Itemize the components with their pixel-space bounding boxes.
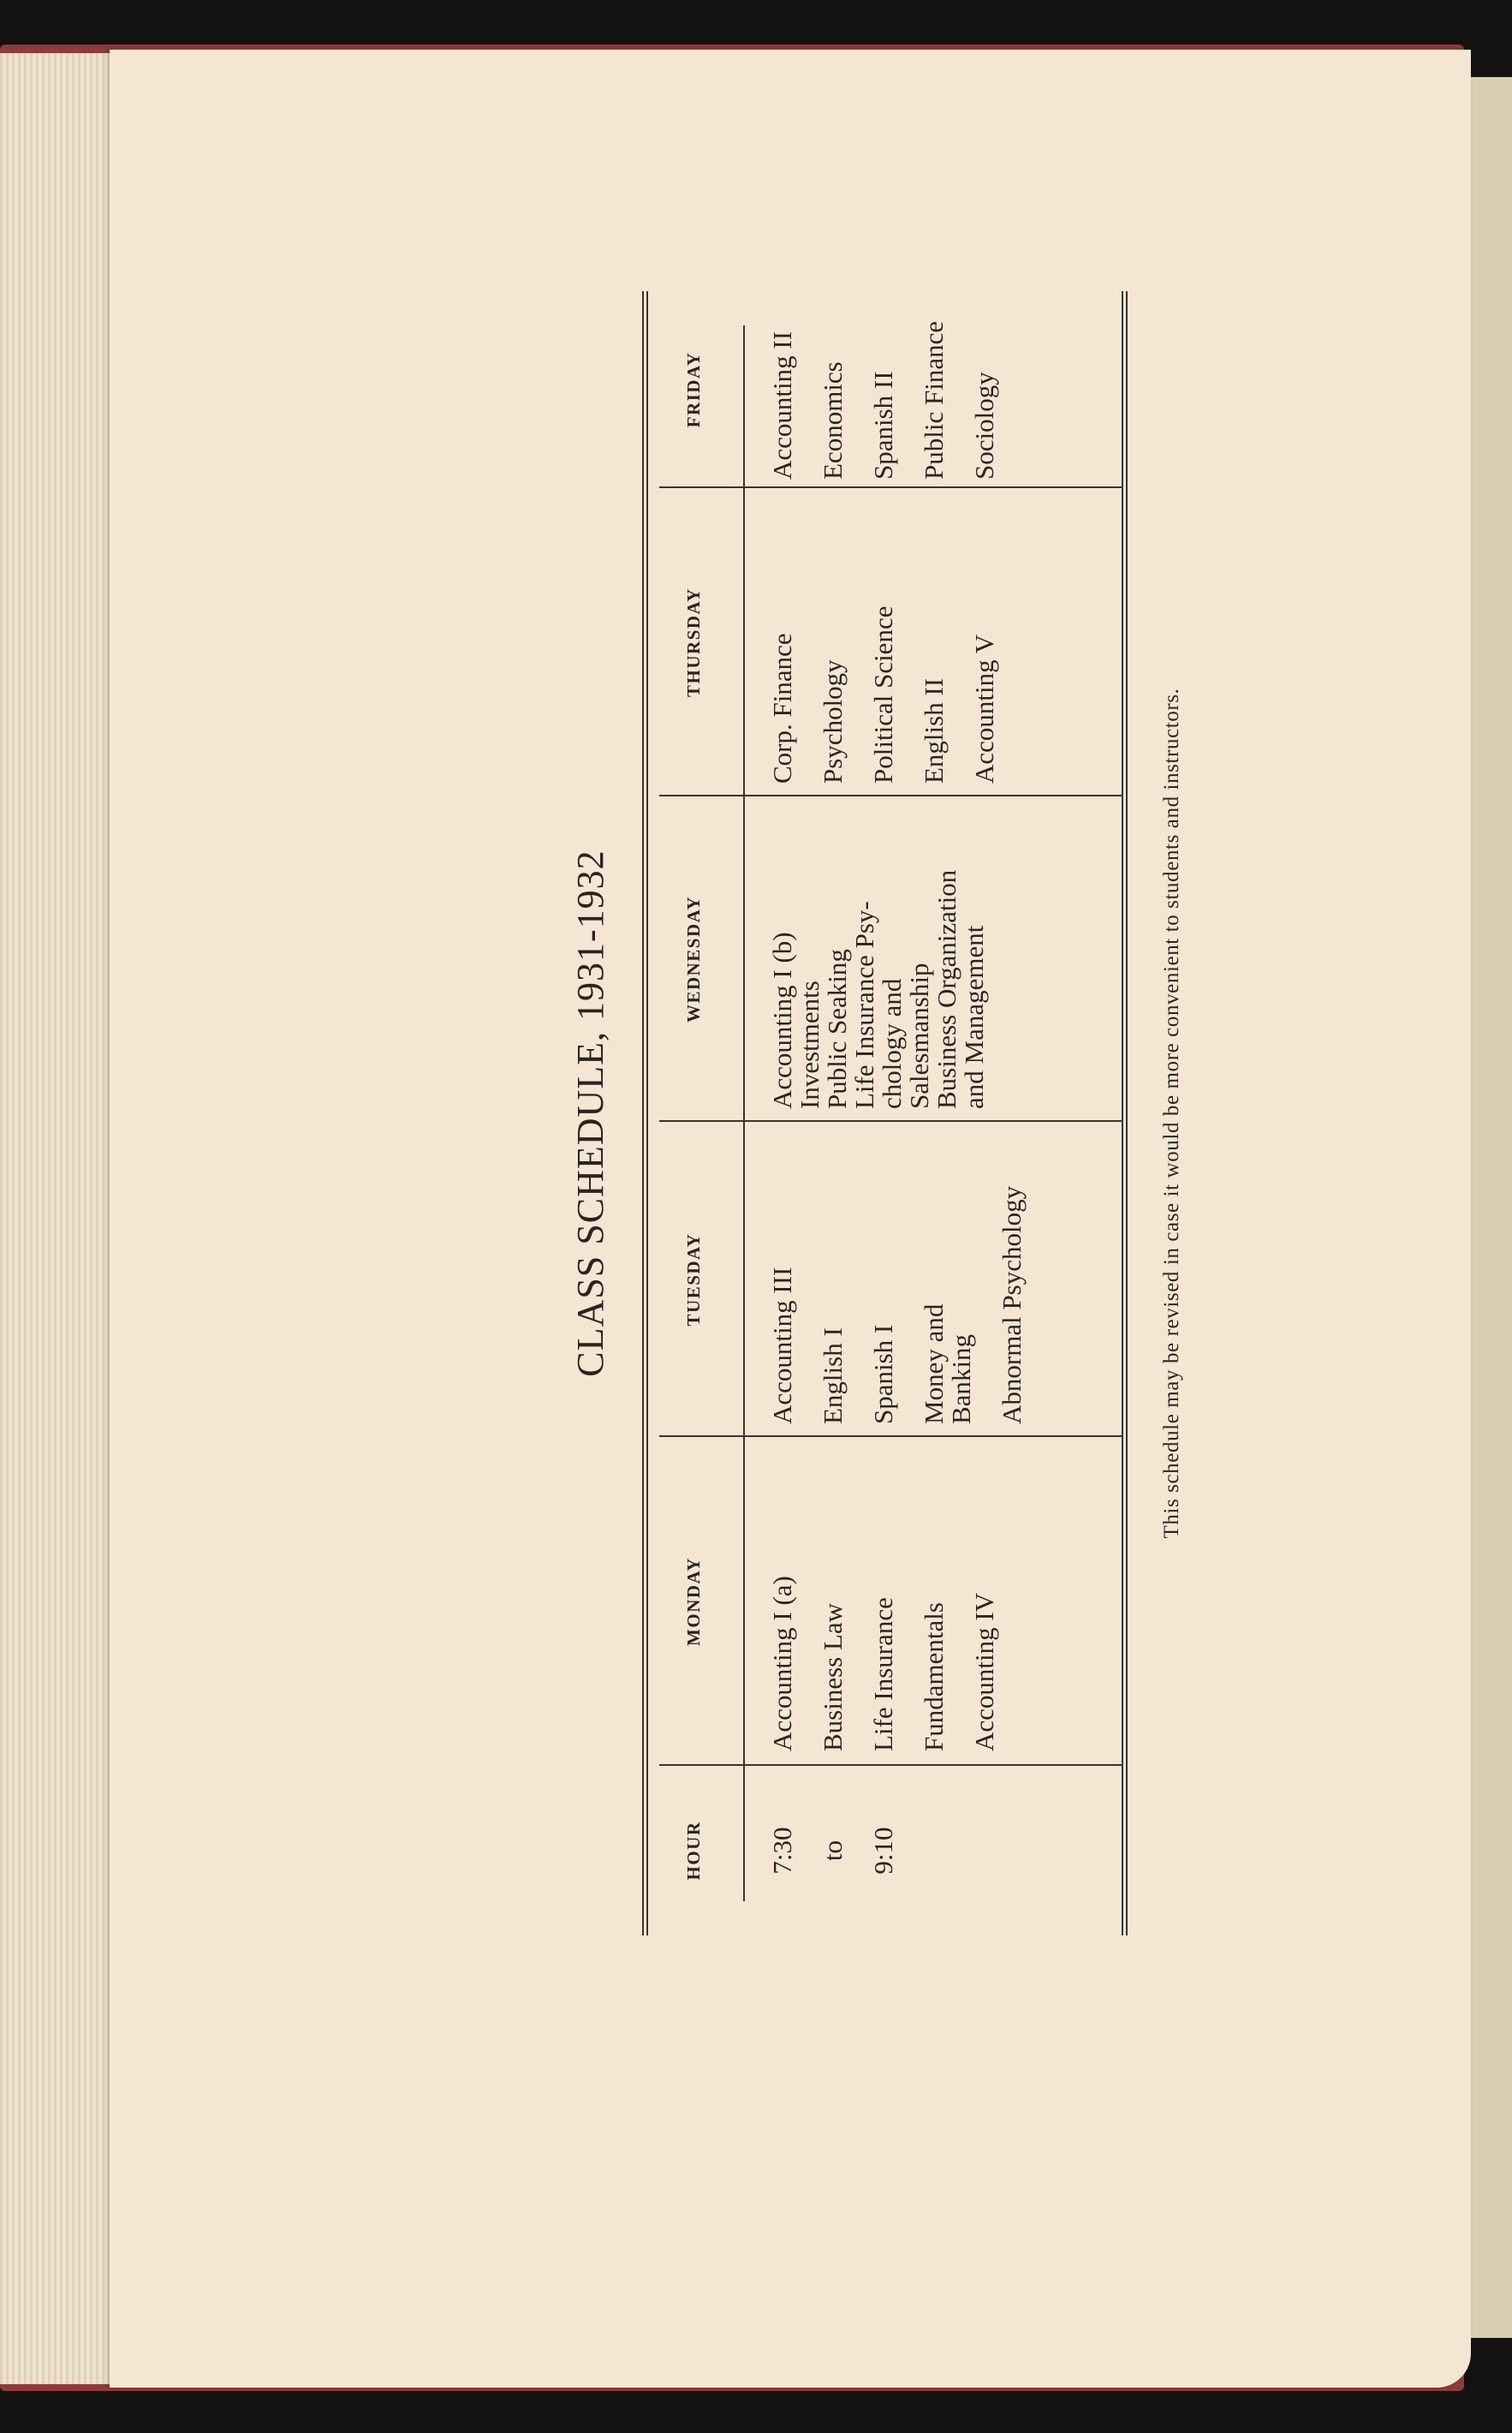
- header-thursday: THURSDAY: [682, 587, 704, 697]
- header-tuesday: TUESDAY: [682, 1232, 704, 1327]
- course: Accounting I (a): [767, 1576, 797, 1751]
- hour-line: 7:30: [767, 1827, 797, 1875]
- wednesday-cell: [769, 870, 988, 1109]
- header-wednesday: WEDNESDAY: [682, 895, 704, 1023]
- course: Business Organization: [932, 869, 961, 1109]
- table-bottom-rule: [1122, 291, 1128, 1935]
- course: Life Insurance Psy-: [849, 901, 879, 1109]
- monday-cell: [769, 1576, 998, 1751]
- course: Investments: [795, 981, 824, 1109]
- header-hour: HOUR: [682, 1821, 704, 1881]
- hour-cell: [769, 1766, 897, 1935]
- course: Fundamentals: [919, 1602, 949, 1751]
- schedule-table: [642, 291, 1130, 1935]
- course: Accounting I (b): [767, 932, 797, 1109]
- column-divider: [659, 486, 1122, 488]
- course: Public Seaking: [822, 949, 852, 1109]
- course: Banking: [946, 1333, 976, 1424]
- course: Political Science: [868, 605, 898, 784]
- column-divider: [659, 1435, 1122, 1437]
- header-friday: FRIDAY: [682, 351, 704, 428]
- course: Life Insurance: [868, 1597, 898, 1751]
- page-edges: [0, 53, 111, 2384]
- course: chology and: [877, 978, 907, 1109]
- friday-cell: [769, 321, 998, 480]
- course: Salesmanship: [904, 963, 934, 1109]
- course: Economics: [818, 361, 848, 480]
- column-divider: [659, 1120, 1122, 1122]
- course: Corp. Finance: [767, 633, 797, 784]
- thursday-cell: [769, 606, 998, 784]
- header-monday: MONDAY: [682, 1557, 704, 1646]
- course: English II: [919, 677, 949, 784]
- course: and Management: [959, 925, 989, 1109]
- course: Abnormal Psychology: [997, 1185, 1027, 1424]
- course: Money and: [919, 1303, 949, 1424]
- course: Accounting V: [969, 634, 999, 784]
- course: Business Law: [818, 1602, 848, 1751]
- course: Accounting III: [767, 1267, 797, 1424]
- course: Public Finance: [919, 320, 949, 480]
- page-title: CLASS SCHEDULE, 1931-1932: [569, 850, 611, 1377]
- rotated-schedule: [561, 291, 1229, 1935]
- hour-line: to: [818, 1840, 848, 1862]
- course: Accounting IV: [969, 1592, 999, 1751]
- course: English I: [818, 1327, 848, 1424]
- footnote: This schedule may be revised in case it would be more convenient to students and instructors.: [1160, 688, 1183, 1539]
- column-divider: [659, 795, 1122, 796]
- course: Sociology: [969, 372, 999, 480]
- course: Spanish I: [868, 1324, 898, 1424]
- table-top-rule: [642, 291, 648, 1935]
- tuesday-cell: [769, 1186, 1026, 1424]
- course: Psychology: [818, 659, 848, 784]
- hour-line: 9:10: [868, 1827, 898, 1875]
- course: Accounting II: [767, 331, 797, 480]
- course: Spanish II: [868, 371, 898, 480]
- header-underline: [743, 325, 745, 1901]
